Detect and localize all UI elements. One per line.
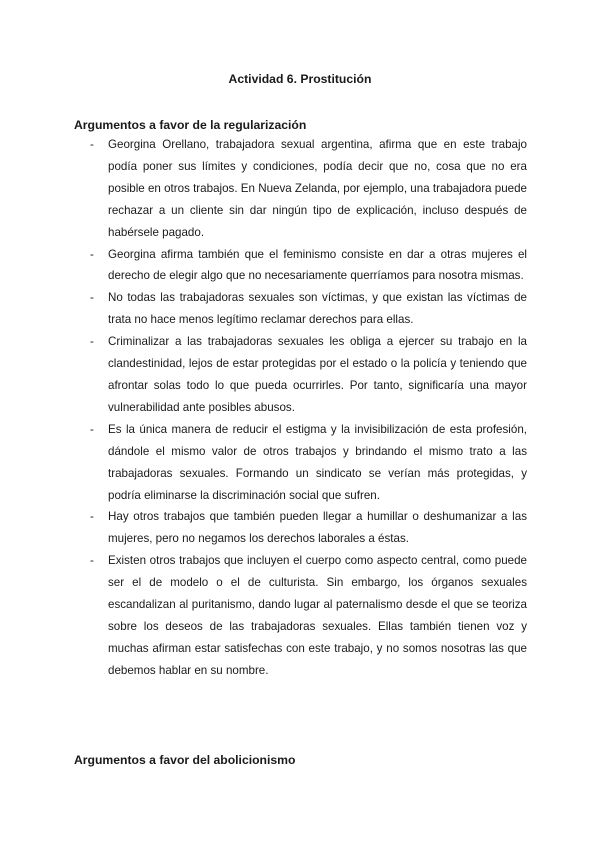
bullet-dash: - <box>90 554 94 568</box>
list-item-text: Georgina Orellano, trabajadora sexual argentina, afirma que en este trabajo podía poner sus límites y condiciones, podía decir que no, cosa que no era posible en otros trabajos. En Nueva Zelanda, por ejemplo, una trabajadora puede rechazar a un cliente sin dar ningún tipo de explicación, incluso después de habérsele pagado. <box>108 138 527 239</box>
list-item <box>0 244 527 288</box>
list-item-text: Georgina afirma también que el feminismo consiste en dar a otras mujeres el derecho de elegir algo que no necesariamente querríamos para nosotra mismas. <box>108 247 527 283</box>
list-item <box>0 550 527 681</box>
bullet-dash: - <box>90 247 94 261</box>
list-item-text: No todas las trabajadoras sexuales son víctimas, y que existan las víctimas de trata no hace menos legítimo reclamar derechos para ellas. <box>108 291 527 327</box>
list-item <box>0 134 527 244</box>
document-title: Actividad 6. Prostitución <box>228 72 372 86</box>
bullet-dash: - <box>90 422 94 436</box>
section-heading-abolitionism: Argumentos a favor del abolicionismo <box>74 753 296 767</box>
list-item-text: Hay otros trabajos que también pueden llegar a humillar o deshumanizar a las mujeres, pero no negamos los derechos laborales a éstas. <box>108 510 527 546</box>
list-item <box>0 419 527 507</box>
arguments-list-regularization <box>0 134 600 682</box>
list-item <box>0 331 527 419</box>
section-heading-regularization: Argumentos a favor de la regularización <box>74 118 307 132</box>
list-item-text: Existen otros trabajos que incluyen el cuerpo como aspecto central, como puede ser el de modelo o el de culturista. Sin embargo, los órganos sexuales escandalizan al puritanismo, dando lugar al paternalismo desde el que se teoriza sobre los deseos de las trabajadoras sexuales. Ellas también tienen voz y muchas afirman estar satisfechas con este trabajo, y no somos nosotras las que debemos hablar en su nombre. <box>108 554 527 677</box>
list-item <box>0 506 527 550</box>
bullet-dash: - <box>90 510 94 524</box>
list-item-text: Es la única manera de reducir el estigma y la invisibilización de esta profesión, dándole el mismo valor de otros trabajos y brindando el mismo trato a las trabajadoras sexuales. Formando un sindicato se verían más protegidas, y podría eliminarse la discriminación social que sufren. <box>108 422 527 502</box>
bullet-dash: - <box>90 335 94 349</box>
bullet-dash: - <box>90 138 94 151</box>
list-item <box>0 287 527 331</box>
bullet-dash: - <box>90 291 94 305</box>
list-item-text: Criminalizar a las trabajadoras sexuales les obliga a ejercer su trabajo en la clandestinidad, lejos de estar protegidas por el estado o la policía y teniendo que afrontar solas todo lo que pueda ocurrirles. Por tanto, significaría una mayor vulnerabilidad ante posibles abusos. <box>108 335 527 414</box>
